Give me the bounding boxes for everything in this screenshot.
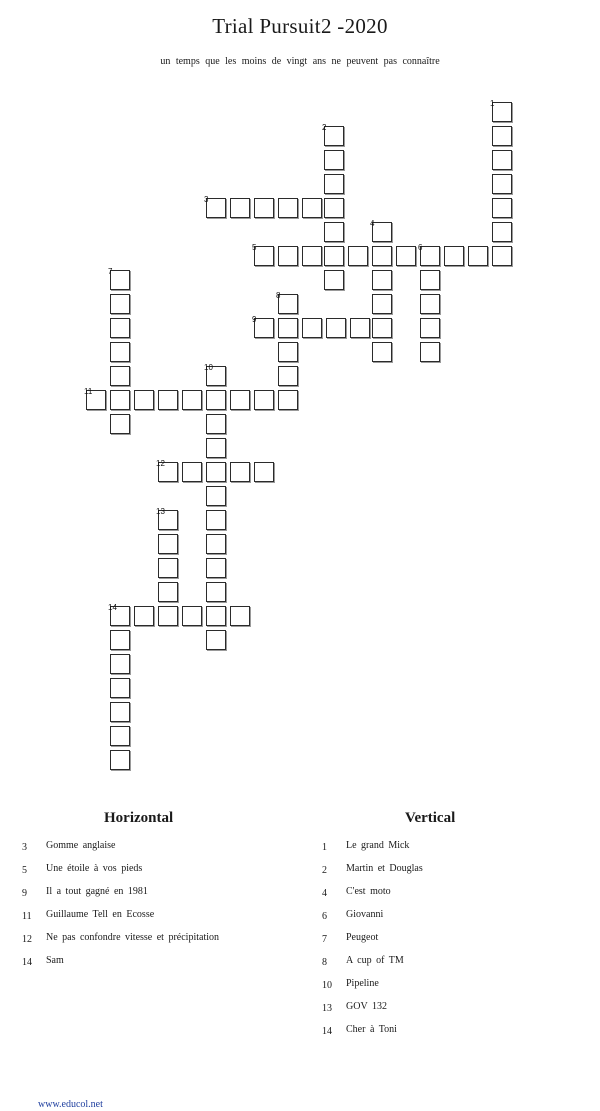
grid-cell[interactable] [350, 318, 370, 338]
grid-cell[interactable] [324, 174, 344, 194]
clue-number-label: 10 [204, 363, 213, 372]
grid-cell[interactable] [278, 198, 298, 218]
clue-text: C'est moto [346, 886, 391, 897]
grid-cell[interactable] [110, 414, 130, 434]
grid-cell[interactable] [206, 630, 226, 650]
grid-cell[interactable] [420, 294, 440, 314]
clue-number-label: 6 [418, 243, 423, 252]
grid-cell[interactable] [324, 246, 344, 266]
grid-cell[interactable] [278, 246, 298, 266]
clue-text: Giovanni [346, 909, 384, 920]
grid-cell[interactable] [252, 315, 274, 338]
grid-cell[interactable] [418, 243, 440, 266]
clue-number: 2 [322, 865, 327, 876]
grid-cell[interactable] [372, 342, 392, 362]
grid-cell[interactable] [206, 414, 226, 434]
clue-number: 3 [22, 842, 27, 853]
clue-number: 1 [322, 842, 327, 853]
grid-cell[interactable] [444, 246, 464, 266]
grid-cell[interactable] [158, 558, 178, 578]
grid-cell[interactable] [324, 270, 344, 290]
grid-cell[interactable] [370, 219, 392, 242]
grid-cell[interactable] [278, 318, 298, 338]
grid-cell[interactable] [134, 606, 154, 626]
clue-text: GOV 132 [346, 1001, 387, 1012]
grid-cell[interactable] [492, 222, 512, 242]
grid-cell[interactable] [372, 270, 392, 290]
grid-cell[interactable] [322, 123, 344, 146]
clue-item [22, 865, 302, 888]
grid-cell[interactable] [492, 198, 512, 218]
grid-cell[interactable] [302, 198, 322, 218]
clue-number: 8 [322, 957, 327, 968]
grid-cell[interactable] [206, 510, 226, 530]
grid-cell[interactable] [372, 294, 392, 314]
grid-cell[interactable] [110, 366, 130, 386]
clue-item [322, 980, 582, 1003]
grid-cell[interactable] [110, 342, 130, 362]
clue-text: Peugeot [346, 932, 379, 943]
vertical-clue-list [322, 842, 582, 1049]
clue-number: 14 [322, 1026, 332, 1037]
grid-cell[interactable] [110, 654, 130, 674]
grid-cell[interactable] [492, 126, 512, 146]
clue-item [22, 842, 302, 865]
grid-cell[interactable] [254, 390, 274, 410]
grid-cell[interactable] [492, 174, 512, 194]
clue-number-label: 8 [276, 291, 281, 300]
clue-item [322, 1026, 582, 1049]
grid-cell[interactable] [348, 246, 368, 266]
grid-cell[interactable] [420, 318, 440, 338]
clue-number: 4 [322, 888, 327, 899]
clue-item [322, 911, 582, 934]
grid-cell[interactable] [278, 390, 298, 410]
clue-number-label: 9 [252, 315, 257, 324]
clue-item [322, 888, 582, 911]
clue-item [322, 1003, 582, 1026]
page-subtitle: un temps que les moins de vingt ans ne peuvent pas connaître [160, 56, 440, 67]
vertical-heading: Vertical [405, 810, 456, 826]
clue-number-label: 7 [108, 267, 113, 276]
grid-cell[interactable] [206, 534, 226, 554]
footer-link[interactable]: www.educol.net [38, 1099, 103, 1110]
grid-cell[interactable] [278, 342, 298, 362]
grid-cell[interactable] [182, 462, 202, 482]
grid-cell[interactable] [204, 195, 226, 218]
grid-cell[interactable] [206, 582, 226, 602]
clue-item [22, 934, 302, 957]
grid-cell[interactable] [182, 390, 202, 410]
grid-cell[interactable] [182, 606, 202, 626]
clue-text: Gomme anglaise [46, 840, 116, 851]
clue-item [322, 842, 582, 865]
clue-text: Le grand Mick [346, 840, 410, 851]
grid-cell[interactable] [110, 390, 130, 410]
clue-item [22, 888, 302, 911]
clue-number: 9 [22, 888, 27, 899]
clue-number: 6 [322, 911, 327, 922]
clue-item [322, 957, 582, 980]
clue-text: Sam [46, 955, 64, 966]
clue-number: 5 [22, 865, 27, 876]
grid-cell[interactable] [490, 99, 512, 122]
clue-number-label: 13 [156, 507, 165, 516]
grid-cell[interactable] [110, 294, 130, 314]
grid-cell[interactable] [324, 222, 344, 242]
grid-cell[interactable] [110, 678, 130, 698]
grid-cell[interactable] [324, 150, 344, 170]
grid-cell[interactable] [110, 702, 130, 722]
clue-number: 11 [22, 911, 32, 922]
grid-cell[interactable] [324, 198, 344, 218]
grid-cell[interactable] [110, 750, 130, 770]
grid-cell[interactable] [110, 630, 130, 650]
grid-cell[interactable] [252, 243, 274, 266]
grid-cell[interactable] [158, 390, 178, 410]
grid-cell[interactable] [230, 198, 250, 218]
page-title: Trial Pursuit2 -2020 [212, 14, 388, 38]
grid-cell[interactable] [230, 462, 250, 482]
grid-cell[interactable] [492, 246, 512, 266]
grid-cell[interactable] [206, 438, 226, 458]
clue-text: Martin et Douglas [346, 863, 423, 874]
clue-number: 13 [322, 1003, 332, 1014]
grid-cell[interactable] [158, 534, 178, 554]
grid-cell[interactable] [420, 342, 440, 362]
clue-number-label: 14 [108, 603, 117, 612]
grid-cell[interactable] [108, 267, 130, 290]
grid-cell[interactable] [206, 486, 226, 506]
clue-item [322, 934, 582, 957]
clue-item [322, 865, 582, 888]
grid-cell[interactable] [276, 291, 298, 314]
clue-number-label: 12 [156, 459, 165, 468]
grid-cell[interactable] [492, 150, 512, 170]
grid-cell[interactable] [230, 606, 250, 626]
clue-text: Guillaume Tell en Ecosse [46, 909, 155, 920]
grid-cell[interactable] [206, 390, 226, 410]
clue-number: 12 [22, 934, 32, 945]
grid-cell[interactable] [158, 606, 178, 626]
clue-number-label: 4 [370, 219, 375, 228]
horizontal-heading: Horizontal [104, 810, 174, 826]
grid-cell[interactable] [110, 318, 130, 338]
clue-text: Pipeline [346, 978, 379, 989]
grid-cell[interactable] [206, 462, 226, 482]
clue-text: Il a tout gagné en 1981 [46, 886, 148, 897]
clue-number: 14 [22, 957, 32, 968]
grid-cell[interactable] [468, 246, 488, 266]
clue-number-label: 2 [322, 123, 327, 132]
grid-cell[interactable] [278, 366, 298, 386]
grid-cell[interactable] [110, 726, 130, 746]
clue-number: 7 [322, 934, 327, 945]
grid-cell[interactable] [372, 246, 392, 266]
grid-cell[interactable] [396, 246, 416, 266]
grid-cell[interactable] [302, 246, 322, 266]
grid-cell[interactable] [206, 606, 226, 626]
grid-cell[interactable] [326, 318, 346, 338]
clue-number-label: 3 [204, 195, 209, 204]
grid-cell[interactable] [206, 558, 226, 578]
grid-cell[interactable] [230, 390, 250, 410]
grid-cell[interactable] [158, 582, 178, 602]
clue-text: Cher à Toni [346, 1024, 397, 1035]
clue-number: 10 [322, 980, 332, 991]
clue-item [22, 911, 302, 934]
horizontal-clue-list [22, 842, 302, 980]
grid-cell[interactable] [302, 318, 322, 338]
grid-cell[interactable] [254, 198, 274, 218]
grid-cell[interactable] [420, 270, 440, 290]
grid-cell[interactable] [254, 462, 274, 482]
clue-number-label: 11 [84, 387, 93, 396]
clue-text: Ne pas confondre vitesse et précipitation [46, 932, 219, 943]
clue-number-label: 5 [252, 243, 257, 252]
clue-item [22, 957, 302, 980]
clue-number-label: 1 [490, 99, 495, 108]
clue-text: Une étoile à vos pieds [46, 863, 143, 874]
clue-text: A cup of TM [346, 955, 404, 966]
grid-cell[interactable] [372, 318, 392, 338]
grid-cell[interactable] [134, 390, 154, 410]
